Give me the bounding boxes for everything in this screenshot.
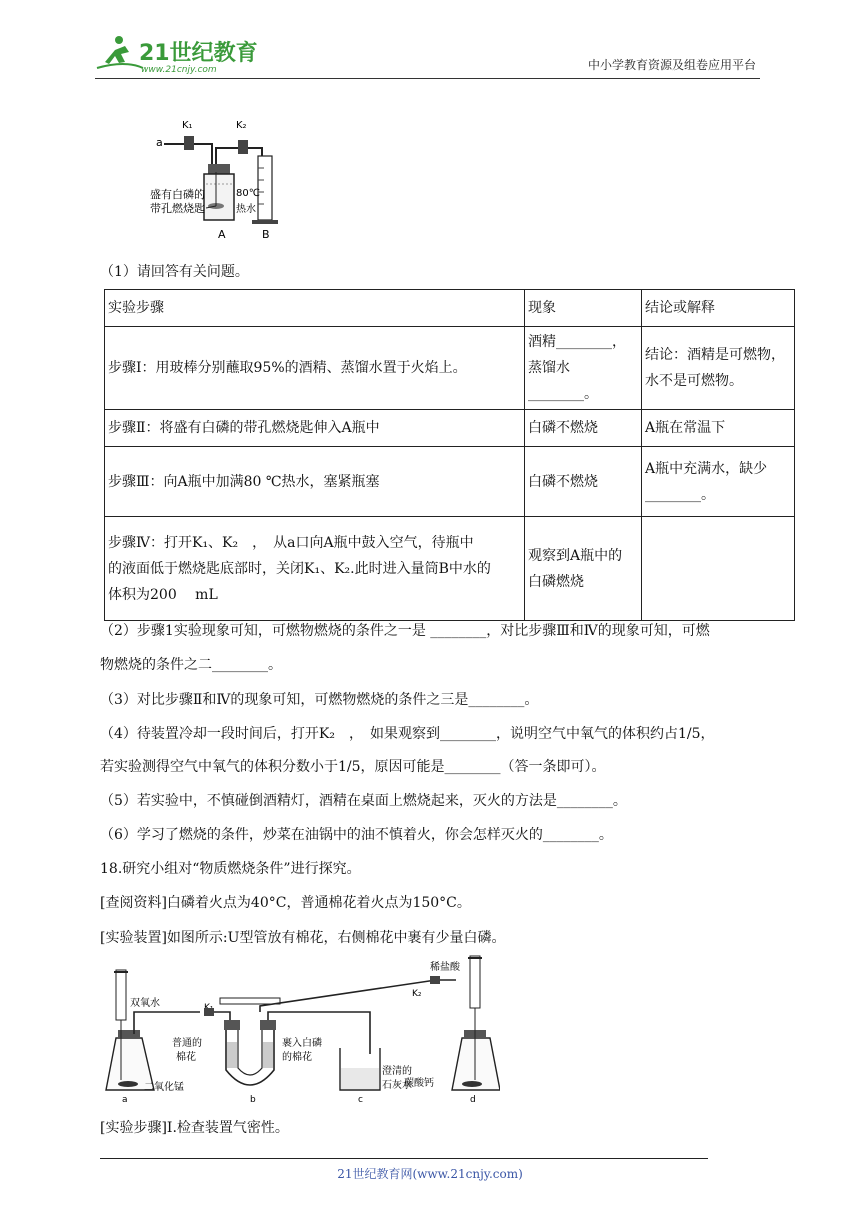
figure-apparatus-ab <box>150 110 300 244</box>
device-info: [实验装置]如图所示:U型管放有棉花，右侧棉花中裹有少量白磷。 <box>100 930 506 946</box>
label-d2: d <box>470 1095 476 1105</box>
bottle-a <box>204 174 234 220</box>
table-header-row <box>105 290 795 327</box>
k1-label: K₁ <box>182 120 193 131</box>
hot-water-label: 热水 <box>236 204 256 215</box>
q18-title: 18.研究小组对“物质燃烧条件”进行探究。 <box>100 861 361 877</box>
table-row <box>105 410 795 447</box>
conclusion-4 <box>642 517 795 621</box>
page-header <box>95 30 760 79</box>
table-row <box>105 447 795 517</box>
caco3-label: 碳酸钙 <box>404 1078 434 1089</box>
header-phenomenon: 现象 <box>525 290 642 327</box>
experiment-steps: [实验步骤]I.检查装置气密性。 <box>100 1120 289 1136</box>
q1-intro: （1）请回答有关问题。 <box>100 264 249 280</box>
logo-main-text: 21世纪教育 <box>139 41 258 66</box>
spoon-label-1: 盛有白磷的 <box>150 188 205 201</box>
hcl-label: 稀盐酸 <box>430 962 460 973</box>
site-logo <box>95 32 265 74</box>
label-A: A <box>218 228 226 241</box>
phenomenon-4: 观察到A瓶中的 白磷燃烧 <box>525 517 642 621</box>
label-B: B <box>262 228 270 241</box>
spoon-label-2: 带孔燃烧匙 <box>150 202 205 215</box>
q3: （3）对比步骤Ⅱ和Ⅳ的现象可知，可燃物燃烧的条件之三是________。 <box>100 692 539 708</box>
conclusion-3: A瓶中充满水，缺少 ________。 <box>642 447 795 517</box>
q2-line-2: 物燃烧的条件之二________。 <box>100 657 282 673</box>
step-3: 步骤Ⅲ：向A瓶中加满80 ℃热水，塞紧瓶塞 <box>105 447 525 517</box>
k2-label: K₂ <box>236 120 247 131</box>
label-b2: b <box>250 1095 256 1105</box>
q2-line-1: （2）步骤1实验现象可知，可燃物燃烧的条件之一是 ________，对比步骤Ⅲ和Ⅳ的现象可知，可燃 <box>100 623 710 639</box>
platform-name: 中小学教育资源及组卷应用平台 <box>587 58 756 72</box>
wrapped-cotton-label-2: 的棉花 <box>282 1052 312 1063</box>
label-c2: c <box>358 1095 363 1105</box>
limewater-label-1: 澄清的 <box>382 1066 412 1077</box>
cotton-label-1: 普通的 <box>172 1038 202 1049</box>
footer-divider <box>100 1158 708 1159</box>
k1-valve <box>204 1008 214 1016</box>
limewater-label-2: 石灰水 <box>382 1080 412 1091</box>
k2-clamp <box>238 140 248 154</box>
k2-label-2: K₂ <box>412 989 422 999</box>
phenomenon-3: 白磷不燃烧 <box>525 447 642 517</box>
reference-info: [查阅资料]白磷着火点为40°C，普通棉花着火点为150°C。 <box>100 895 471 911</box>
q6: （6）学习了燃烧的条件，炒菜在油锅中的油不慎着火，你会怎样灭火的________。 <box>100 827 613 843</box>
figure-apparatus-abcd <box>100 950 500 1110</box>
inlet-a-label: a <box>156 136 163 149</box>
graduated-cylinder-b <box>258 156 272 220</box>
temp-label: 80℃ <box>236 188 260 199</box>
header-step: 实验步骤 <box>105 290 525 327</box>
footer-text: 21世纪教育网(www.21cnjy.com) <box>337 1167 523 1181</box>
apparatus-a <box>106 970 200 1090</box>
phenomenon-2: 白磷不燃烧 <box>525 410 642 447</box>
conclusion-1: 结论：酒精是可燃物， 水不是可燃物。 <box>642 327 795 410</box>
step-2: 步骤Ⅱ：将盛有白磷的带孔燃烧匙伸入A瓶中 <box>105 410 525 447</box>
label-a2: a <box>122 1095 128 1105</box>
conclusion-2: A瓶在常温下 <box>642 410 795 447</box>
header-conclusion: 结论或解释 <box>642 290 795 327</box>
q4-line-1: （4）待装置冷却一段时间后，打开K₂ ， 如果观察到________，说明空气中氧气的体积约占1/5， <box>100 726 715 742</box>
step-4: 步骤Ⅳ：打开K₁、K₂ ， 从a口向A瓶中鼓入空气，待瓶中 的液面低于燃烧匙底部时，关闭K₁、K₂.此时进入量筒B中水的 体积为200 mL <box>105 517 525 621</box>
table-row <box>105 327 795 410</box>
wrapped-cotton-label-1: 裹入白磷 <box>282 1038 322 1049</box>
logo-sub-text: www.21cnjy.com <box>141 65 217 74</box>
h2o2-label: 双氧水 <box>130 998 160 1009</box>
apparatus-c-beaker <box>340 1048 380 1090</box>
phenomenon-1: 酒精________， 蒸馏水________。 <box>525 327 642 410</box>
table-row <box>105 517 795 621</box>
q5: （5）若实验中，不慎碰倒酒精灯，酒精在桌面上燃烧起来，灭火的方法是________。 <box>100 793 627 809</box>
runner-icon <box>97 36 143 68</box>
k1-clamp <box>184 136 194 150</box>
experiment-table <box>104 289 795 621</box>
q4-line-2: 若实验测得空气中氧气的体积分数小于1/5，原因可能是________（答一条即可）。 <box>100 759 606 775</box>
cotton-label-2: 棉花 <box>176 1052 196 1063</box>
bottle-stopper <box>208 164 230 174</box>
step-1: 步骤Ⅰ：用玻棒分别蘸取95%的酒精、蒸馏水置于火焰上。 <box>105 327 525 410</box>
mno2-label: 二氧化锰 <box>144 1082 184 1093</box>
